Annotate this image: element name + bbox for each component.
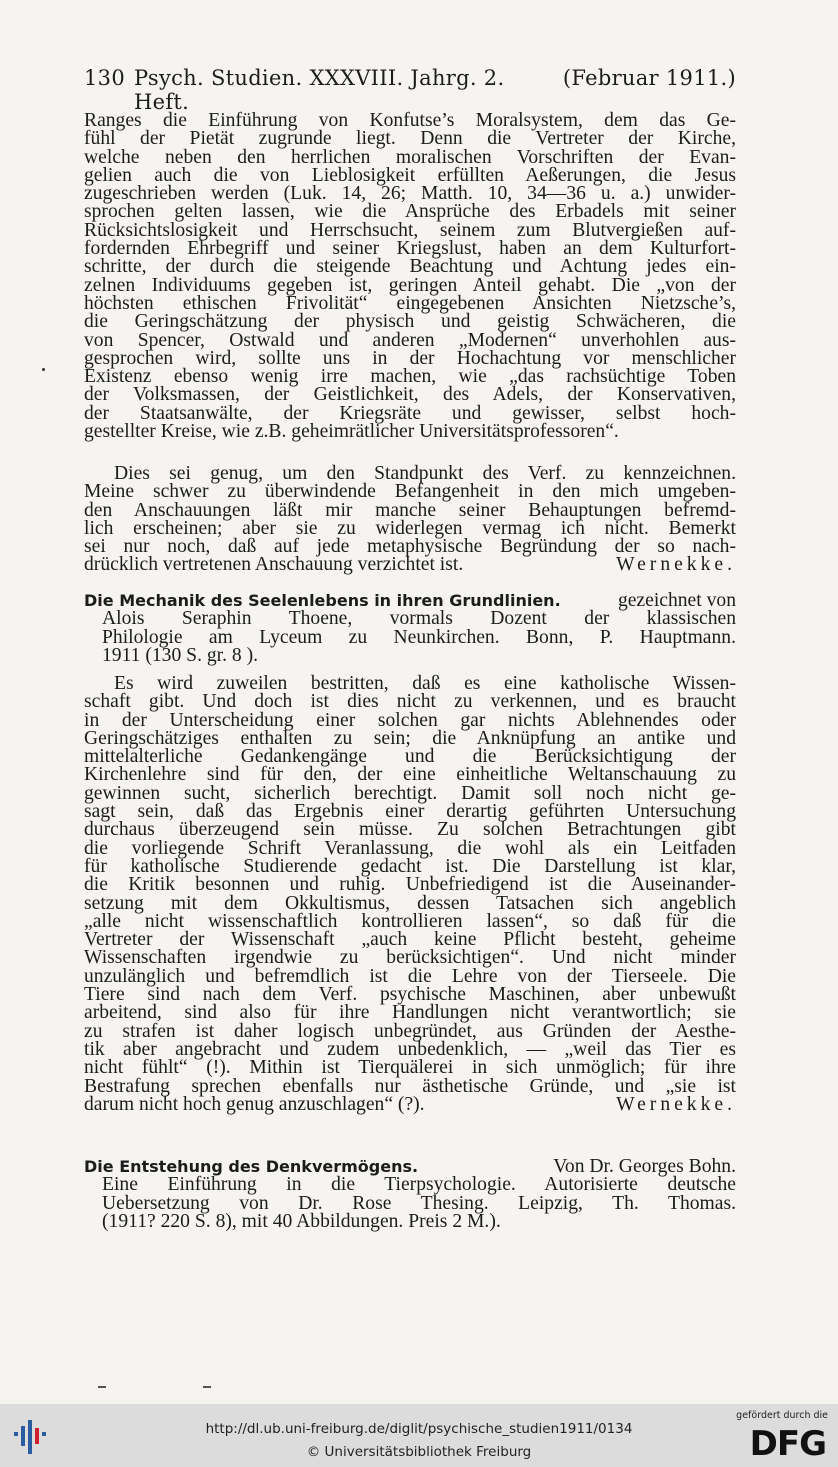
text-line: Existenz ebenso wenig irre machen, wie „das rachsüchtige Toben <box>84 366 736 388</box>
text-line: gesprochen wird, sollte uns in der Hochachtung vor menschlicher <box>84 347 736 369</box>
text-line: sagt sein, daß das Ergebnis einer derartig geführten Untersuchung <box>84 801 736 823</box>
paragraph-2 <box>84 465 736 575</box>
review-2-publisher-line: Philologie am Lyceum zu Neunkirchen. Bonn, P. Hauptmann. <box>102 626 736 648</box>
text-line: die Geringschätzung der physisch und geistig Schwächeren, die <box>84 311 736 333</box>
text-line: Tiere sind nach dem Verf. psychische Maschinen, aber unbewußt <box>84 984 736 1006</box>
text-line: Bestrafung sprechen ebenfalls nur ästhetische Gründe, und „sie ist <box>84 1075 736 1097</box>
review-3-translator-line: Uebersetzung von Dr. Rose Thesing. Leipzig, Th. Thomas. <box>102 1192 736 1214</box>
text-line: für katholische Studierende gedacht ist. Die Darstellung ist klar, <box>84 855 736 877</box>
paragraph-3 <box>84 675 736 1114</box>
dfg-funding-note: gefördert durch die <box>736 1410 828 1421</box>
text-line: Wissenschaften irgendwie zu berücksichtigen“. Und nicht minder <box>84 947 736 969</box>
paragraph-3-last-line: darum nicht hoch genug anzuschlagen“ (?). Wernekke. <box>84 1093 736 1115</box>
text-line: zu strafen ist daher logisch unbegründet, aus Gründen der Aesthe- <box>84 1020 736 1042</box>
text-line: sei nur noch, daß auf jede metaphysische Begründung der so nach- <box>84 536 736 558</box>
text-line: schritte, der durch die steigende Beachtung und Achtung jedes ein- <box>84 256 736 278</box>
text-line: arbeitend, sind also für ihre Handlungen nicht verantwortlich; sie <box>84 1002 736 1024</box>
paragraph-1 <box>84 112 736 441</box>
text-line: die vorliegende Schrift Veranlassung, die wohl als ein Leitfaden <box>84 837 736 859</box>
text-line: gewinnen sucht, sicherlich berechtigt. Damit soll noch nicht ge- <box>84 782 736 804</box>
text-line: den Anschauungen läßt mir manche seiner Behauptungen befremd- <box>84 499 736 521</box>
dfg-logo: DFG <box>749 1424 826 1464</box>
scan-mark-right <box>203 1386 211 1388</box>
scan-mark-left <box>98 1386 106 1388</box>
text-line: nicht fühlt“ (!). Mithin ist Tierquälerei in sich unmöglich; für ihre <box>84 1057 736 1079</box>
text-line: „alle nicht wissenschaftlich kontrollieren lassen“, so daß für die <box>84 910 736 932</box>
text-line: zelnen Individuums gegeben ist, geringen Anteil gehabt. Die „von der <box>84 274 736 296</box>
review-3-title: Die Entstehung des Denkvermögens. <box>84 1157 419 1176</box>
text-line: Kirchenlehre sind für den, der eine einheitliche Weltanschauung zu <box>84 764 736 786</box>
text-line: höchsten ethischen Frivolität“ eingegebenen Ansichten Nietzsche’s, <box>84 292 736 314</box>
text-line: gestellter Kreise, wie z.B. geheimrätlicher Universitätsprofessoren“. <box>84 421 619 443</box>
issue-date: (Februar 1911.) <box>562 66 736 90</box>
text-line: durchaus überzeugend sein müsse. Zu solchen Betrachtungen gibt <box>84 819 736 841</box>
text-line: Meine schwer zu überwindende Befangenheit in den mich umgeben- <box>84 481 736 503</box>
text-line: Rücksichtslosigkeit und Herrschsucht, seinem zum Blutvergießen auf- <box>84 219 736 241</box>
running-header <box>84 66 736 114</box>
review-3-details-line: (1911? 220 S. 8), mit 40 Abbildungen. Preis 2 M.). <box>102 1210 501 1232</box>
text-line: schaft gibt. Und doch ist dies nicht zu verkennen, und es braucht <box>84 691 736 713</box>
text-line: Es wird zuweilen bestritten, daß es eine katholische Wissen- <box>114 673 736 694</box>
signature-wernekke-2: Wernekke. <box>616 1093 736 1115</box>
document-url[interactable]: http://dl.ub.uni-freiburg.de/diglit/psychische_studien1911/0134 <box>205 1421 633 1437</box>
text-line: fordernden Ehrbegriff und seiner Kriegslust, haben an dem Kulturfort- <box>84 238 736 260</box>
review-heading-3: Die Entstehung des Denkvermögens. Von Dr. Georges Bohn. Eine Einführung in die Tierpsychologie. Autorisierte deutsche Uebersetzung von Dr. Rose Thesing. Leipzig, Th. Thomas. (1911? 220 S. 8), mit 40 Abbildungen. Preis 2 M.). <box>84 1156 736 1232</box>
text-line: Ranges die Einführung von Konfutse’s Moralsystem, dem das Ge- <box>84 110 736 131</box>
text-line: zugeschrieben werden (Luk. 14, 26; Matth. 10, 34—36 u. a.) unwider- <box>84 183 736 205</box>
paragraph-2-last-line: drücklich vertretenen Anschauung verzichtet ist. Wernekke. <box>84 554 736 576</box>
review-heading-2: Die Mechanik des Seelenlebens in ihren Grundlinien. gezeichnet von Alois Seraphin Thoene, vormals Dozent der klassischen Philologie am Lyceum zu Neunkirchen. Bonn, P. Hauptmann. 1911 (130 S. gr. 8 ). <box>84 590 736 666</box>
text-line: welche neben den herrlichen moralischen Vorschriften der Evan- <box>84 146 736 168</box>
review-3-subtitle-line: Eine Einführung in die Tierpsychologie. Autorisierte deutsche <box>102 1174 736 1196</box>
signature-wernekke-1: Wernekke. <box>616 554 736 576</box>
journal-title: Psych. Studien. XXXVIII. Jahrg. 2. Heft. <box>134 66 505 114</box>
review-2-details-line: 1911 (130 S. gr. 8 ). <box>102 644 259 666</box>
copyright-notice: © Universitätsbibliothek Freiburg <box>306 1444 532 1460</box>
text-line: gelien auch die von Lieblosigkeit erfüllten Aeßerungen, die Jesus <box>84 164 736 186</box>
text-line: mittelalterliche Gedankengänge und die Berücksichtigung der <box>84 746 736 768</box>
text-line: Geringschätziges enthalten zu sein; die Anknüpfung an antike und <box>84 727 736 749</box>
text-line: der Staatsanwälte, der Kriegsräte und gewisser, selbst hoch- <box>84 402 736 424</box>
review-2-author-line: Alois Seraphin Thoene, vormals Dozent der klassischen <box>102 608 736 630</box>
text-line: setzung mit dem Okkultismus, dessen Tatsachen sich angeblich <box>84 892 736 914</box>
text-line: lich erscheinen; aber sie zu widerlegen vermag ich nicht. Bemerkt <box>84 517 736 539</box>
text-line: fühl der Pietät zugrunde liegt. Denn die Vertreter der Kirche, <box>84 128 736 150</box>
page-number: 130 <box>84 66 125 90</box>
text-line: von Spencer, Ostwald und anderen „Modernen“ unverhohlen aus- <box>84 329 736 351</box>
text-line: in der Unterscheidung einer solchen gar nichts Ablehnendes oder <box>84 709 736 731</box>
text-line: tik aber angebracht und zudem unbedenklich, — „weil das Tier es <box>84 1038 736 1060</box>
review-2-title: Die Mechanik des Seelenlebens in ihren Grundlinien. <box>84 591 561 610</box>
text-line: die Kritik besonnen und ruhig. Unbefriedigend ist die Auseinander- <box>84 874 736 896</box>
margin-dot <box>42 368 45 371</box>
footer-bar <box>0 1404 838 1467</box>
text-line: Dies sei genug, um den Standpunkt des Verf. zu kennzeichnen. <box>114 463 736 484</box>
text-line: der Volksmassen, der Geistlichkeit, des Adels, der Konservativen, <box>84 384 736 406</box>
text-line: sprochen gelten lassen, wie die Ansprüche des Erbadels mit seiner <box>84 201 736 223</box>
text-line: unzulänglich und befremdlich ist die Lehre von der Tierseele. Die <box>84 965 736 987</box>
text-line: Vertreter der Wissenschaft „auch keine Pflicht besteht, geheime <box>84 929 736 951</box>
